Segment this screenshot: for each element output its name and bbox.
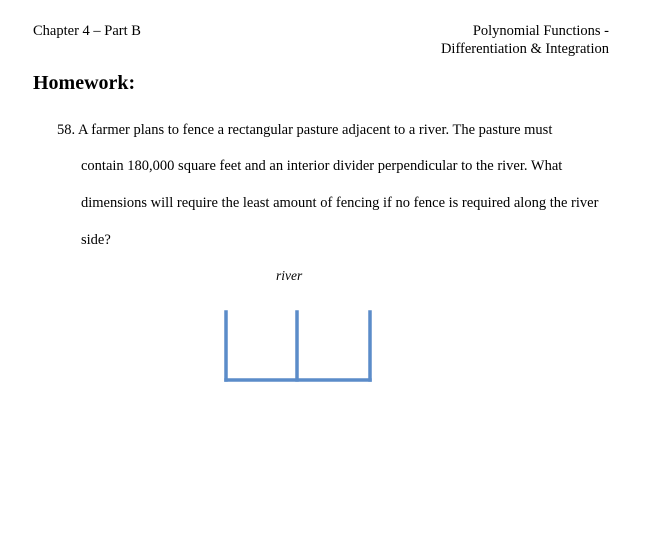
problem-line: contain 180,000 square feet and an interior divider perpendicular to the river. What: [81, 158, 563, 174]
course-topic-line-1: Polynomial Functions -: [472, 23, 609, 39]
problem-line: dimensions will require the least amount of fencing if no fence is required along the river: [81, 195, 599, 211]
problem-line: side?: [81, 232, 111, 248]
chapter-label: Chapter 4 – Part B: [33, 23, 141, 39]
problem-line: 58. A farmer plans to fence a rectangular pasture adjacent to a river. The pasture must: [57, 122, 553, 138]
section-title: Homework:: [33, 72, 136, 94]
course-topic-line-2: Differentiation & Integration: [440, 41, 609, 57]
fence-diagram: [200, 262, 400, 402]
river-label: river: [276, 268, 303, 283]
course-topic: [441, 22, 609, 58]
